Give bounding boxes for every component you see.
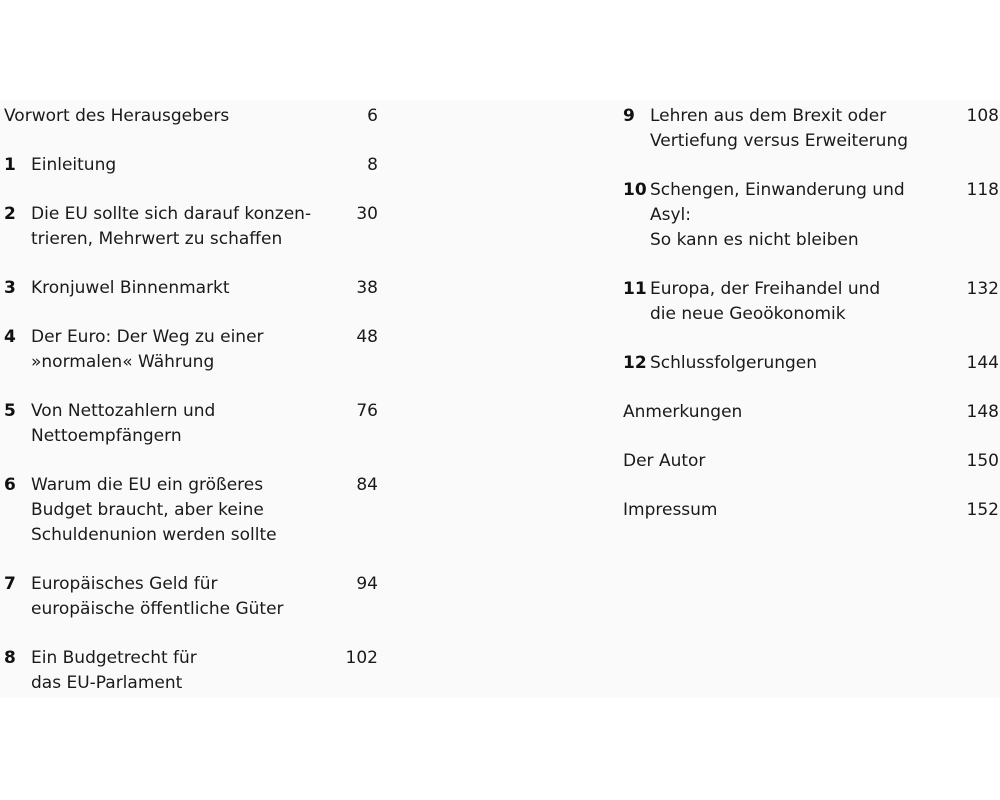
toc-entry[interactable] [4, 399, 380, 449]
toc-entry-title: Anmerkungen [623, 402, 743, 422]
toc-entry[interactable] [4, 473, 380, 548]
toc-entry-title: Kronjuwel Binnenmarkt [31, 278, 230, 298]
toc-entry-title: Der Autor [623, 451, 706, 471]
toc-right-column [623, 104, 999, 547]
toc-entry-page: 132 [966, 279, 999, 299]
toc-entry-number: 9 [623, 106, 635, 126]
toc-entry[interactable] [4, 646, 380, 696]
toc-entry-page: 94 [356, 574, 378, 594]
toc-entry[interactable] [4, 572, 380, 622]
toc-entry-page: 148 [966, 402, 999, 422]
toc-entry-title: Einleitung [31, 155, 117, 175]
toc-entry-number: 8 [4, 648, 16, 668]
toc-entry-number: 11 [623, 279, 647, 299]
toc-entry-page: 48 [356, 327, 378, 347]
toc-entry-number: 1 [4, 155, 16, 175]
toc-entry[interactable] [4, 153, 380, 178]
toc-entry-number: 2 [4, 204, 16, 224]
toc-entry[interactable] [623, 277, 999, 327]
toc-entry-title: Lehren aus dem Brexit oder Vertiefung versus Erweiterung [650, 106, 909, 151]
toc-entry-title: Impressum [623, 500, 718, 520]
toc-entry-title: Die EU sollte sich darauf konzen- trieren, Mehrwert zu schaffen [31, 204, 312, 249]
toc-entry-page: 76 [356, 401, 378, 421]
toc-entry-title: Ein Budgetrecht für das EU-Parlament [31, 648, 197, 693]
toc-entry-page: 150 [966, 451, 999, 471]
toc-entry-title: Schlussfolgerungen [650, 353, 818, 373]
toc-entry[interactable] [4, 325, 380, 375]
toc-entry-page: 102 [345, 648, 378, 668]
toc-entry[interactable] [623, 400, 999, 425]
toc-left-column [4, 104, 380, 720]
toc-entry-number: 10 [623, 180, 647, 200]
toc-entry[interactable] [4, 202, 380, 252]
toc-entry-title: Von Nettozahlern und Nettoempfängern [31, 401, 216, 446]
toc-entry-number: 12 [623, 353, 647, 373]
toc-entry-title: Warum die EU ein größeres Budget braucht, aber keine Schuldenunion werden sollte [31, 475, 277, 545]
toc-entry-page: 118 [966, 180, 999, 200]
toc-entry-page: 144 [966, 353, 999, 373]
toc-entry[interactable] [623, 351, 999, 376]
toc-entry-page: 84 [356, 475, 378, 495]
toc-entry-page: 108 [966, 106, 999, 126]
toc-entry[interactable] [623, 104, 999, 154]
toc-entry-title: Europäisches Geld für europäische öffentliche Güter [31, 574, 284, 619]
toc-entry[interactable] [623, 498, 999, 523]
toc-entry-page: 30 [356, 204, 378, 224]
toc-entry-title: Europa, der Freihandel und die neue Geoökonomik [650, 279, 881, 324]
toc-entry-number: 3 [4, 278, 16, 298]
toc-entry-title: Der Euro: Der Weg zu einer »normalen« Währung [31, 327, 264, 372]
toc-entry[interactable] [4, 104, 380, 129]
toc-entry-page: 6 [367, 106, 378, 126]
toc-entry-page: 8 [367, 155, 378, 175]
toc-entry[interactable] [623, 449, 999, 474]
toc-entry-title: Schengen, Einwanderung und Asyl: So kann es nicht bleiben [650, 180, 905, 250]
toc-entry-page: 38 [356, 278, 378, 298]
toc-entry-page: 152 [966, 500, 999, 520]
toc-entry[interactable] [4, 276, 380, 301]
toc-entry[interactable] [623, 178, 999, 253]
toc-entry-number: 5 [4, 401, 16, 421]
toc-entry-number: 7 [4, 574, 16, 594]
toc-entry-number: 6 [4, 475, 16, 495]
toc-entry-title: Vorwort des Herausgebers [4, 106, 230, 126]
toc-entry-number: 4 [4, 327, 16, 347]
